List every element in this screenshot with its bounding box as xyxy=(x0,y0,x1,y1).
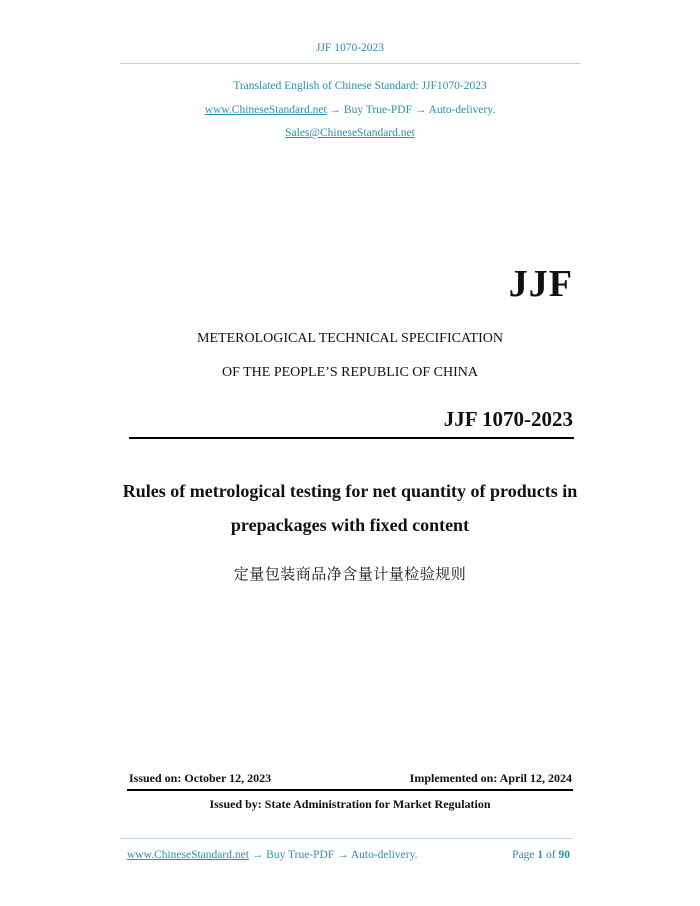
site-link[interactable]: www.ChineseStandard.net xyxy=(204,104,327,116)
sales-email-link[interactable]: Sales@ChineseStandard.net xyxy=(285,127,415,139)
page-of: of xyxy=(546,849,556,861)
promo-buy-line xyxy=(0,104,700,116)
spec-line-1: METEROLOGICAL TECHNICAL SPECIFICATION xyxy=(197,331,503,346)
page-indicator xyxy=(512,849,570,861)
page-label: Page xyxy=(512,849,535,861)
jjf-logo: JJF xyxy=(508,263,573,305)
issued-on-date: Issued on: October 12, 2023 xyxy=(129,771,272,785)
page-current: 1 xyxy=(537,849,544,861)
footer-promo xyxy=(127,849,417,861)
footer-site-link[interactable]: www.ChineseStandard.net xyxy=(127,849,249,861)
page-total: 90 xyxy=(558,849,570,861)
title-line-2: prepackages with fixed content xyxy=(230,515,470,535)
header-doc-code: JJF 1070-2023 xyxy=(315,42,385,54)
document-number: JJF 1070-2023 xyxy=(443,407,573,431)
footer-buy-text: → Buy True-PDF → Auto-delivery. xyxy=(248,849,418,861)
spec-line-2: OF THE PEOPLE’S REPUBLIC OF CHINA xyxy=(221,365,479,380)
promo-email-line xyxy=(0,127,700,139)
doc-number-divider xyxy=(129,437,574,439)
implemented-on-date: Implemented on: April 12, 2024 xyxy=(409,771,572,785)
footer-divider xyxy=(120,838,572,839)
title-chinese: 定量包装商品净含量计量检验规则 xyxy=(233,565,467,583)
translated-notice: Translated English of Chinese Standard: JJF1070-2023 xyxy=(233,80,487,92)
header-divider xyxy=(120,63,580,64)
issued-by: Issued by: State Administration for Market Regulation xyxy=(209,797,491,811)
issue-divider xyxy=(127,789,573,791)
buy-text: → Buy True-PDF → Auto-delivery. xyxy=(326,104,496,116)
title-line-1: Rules of metrological testing for net quantity of products in xyxy=(122,481,578,501)
